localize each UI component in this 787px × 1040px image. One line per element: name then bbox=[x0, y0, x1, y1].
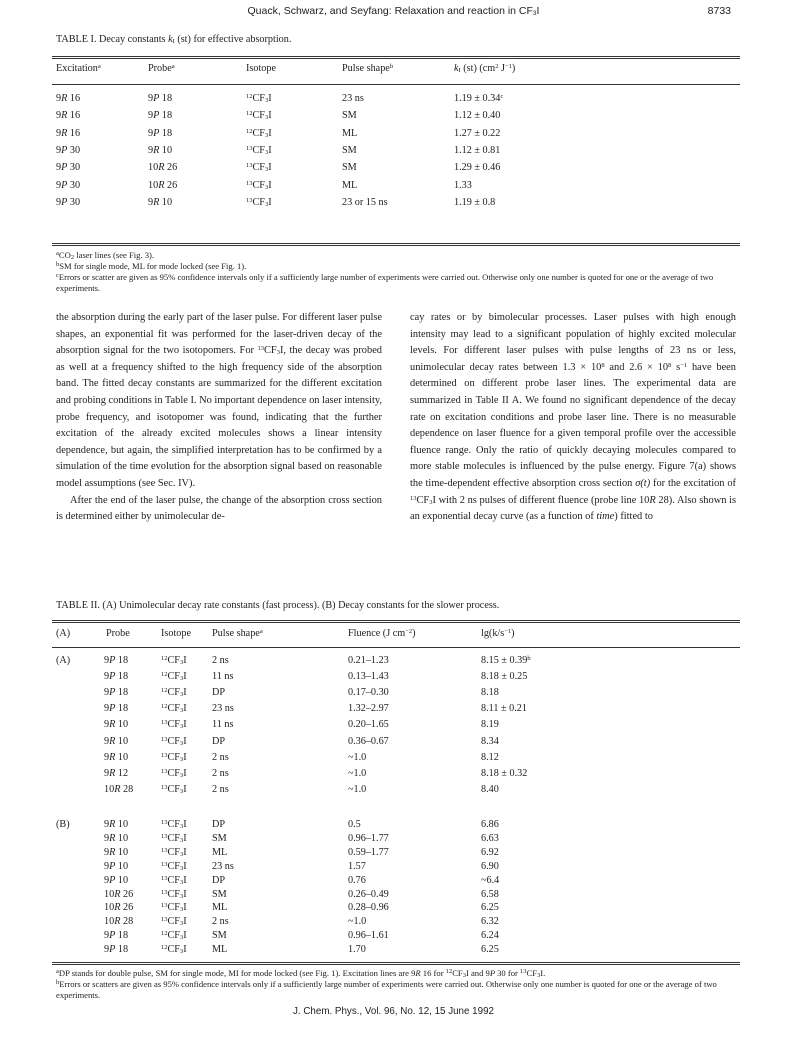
body-left-paragraph-1: the absorption during the early part of the laser pulse. For different laser pulse shapes, an exponential fit was performed for the laser-driven decay of the absorption signal for the two isotopomers. For $^{13}CF_3I$, the decay was probed as well at a frequency shifted to the high frequency side of the absorption band. The fitted decay constants are summarized for the different excitation and probing conditions in Table I. No important dependence on laser intensity, probe frequency, and isotopomer was found, indicating that the further excitation of the already excited molecules shows a linear intensity dependence, but again, the simplified interpretation has to be confirmed by a simulation of the time evolution for the absorption signal based on reasonable model assumptions (see Sec. IV). bbox=[56, 312, 383, 489]
table1-cell-pulse: ML bbox=[342, 179, 358, 191]
table1-footnotes bbox=[56, 250, 736, 294]
table2a-cell-lg: 8.15 ± 0.39$^b$ bbox=[481, 655, 531, 666]
table2b-cell-pulse: SM bbox=[212, 930, 227, 942]
table2a-cell-pulse: 11 ns bbox=[212, 719, 234, 731]
table1-cell-excitation: 9P 30 bbox=[56, 162, 81, 174]
table2b-cell-lg: 6.63 bbox=[481, 832, 499, 844]
table2a-cell-lg: 8.12 bbox=[481, 751, 499, 763]
table1-caption: TABLE I. Decay constants $k_I$ (st) for effective absorption. bbox=[56, 34, 292, 45]
table2b-cell-probe: 10R 26 bbox=[104, 888, 134, 900]
table2b-cell-fluence: 0.59–1.77 bbox=[348, 846, 389, 858]
table2a-cell-lg: 8.34 bbox=[481, 735, 499, 747]
table1-cell-k: 1.27 ± 0.22 bbox=[454, 127, 501, 139]
table1-cell-excitation: 9P 30 bbox=[56, 144, 81, 156]
table2b-cell-isotope: $^{12}CF_3I$ bbox=[161, 944, 187, 956]
table2b-cell-pulse: SM bbox=[212, 888, 227, 900]
table2b-cell-probe: 9P 10 bbox=[104, 860, 129, 872]
table2a-cell-probe: 9P 18 bbox=[104, 703, 129, 715]
table2a-cell-isotope: $^{12}CF_3I$ bbox=[161, 655, 187, 666]
page-number: 8733 bbox=[707, 5, 731, 17]
table2a-cell-fluence: ~1.0 bbox=[348, 767, 367, 779]
table1-footnote-c: $^c$Errors or scatter are given as 95% confidence intervals only if a sufficiently large number of experiments were carried out. Otherwise only one number is quoted for one or the average of two experiments. bbox=[56, 272, 714, 293]
table2a-cell-pulse: 11 ns bbox=[212, 671, 234, 683]
table2b-cell-fluence: 1.57 bbox=[348, 860, 366, 872]
table2a-cell-isotope: $^{13}CF_3I$ bbox=[161, 719, 187, 731]
table1-cell-pulse: 23 ns bbox=[342, 93, 364, 104]
table1-cell-probe: 9R 10 bbox=[148, 196, 173, 208]
table1-cell-excitation: 9R 16 bbox=[56, 93, 81, 104]
table2-top-rule bbox=[52, 620, 740, 623]
table2b-cell-isotope: $^{13}CF_3I$ bbox=[161, 860, 187, 872]
table2b-cell-fluence: 0.96–1.77 bbox=[348, 832, 389, 844]
table2a-cell-isotope: $^{12}CF_3I$ bbox=[161, 703, 187, 715]
table2a-cell-probe: 9R 10 bbox=[104, 719, 129, 731]
table2b-cell-fluence: 0.28–0.96 bbox=[348, 902, 389, 914]
table2b-cell-probe: 10R 26 bbox=[104, 902, 134, 914]
table2b-cell-fluence: 0.5 bbox=[348, 819, 361, 830]
table2b-cell-probe: 9R 10 bbox=[104, 819, 129, 830]
table2-header-probe: Probe bbox=[106, 628, 130, 639]
table2-footnote-b: $^b$Errors or scatters are given as 95% confidence intervals only if a sufficiently large number of experiments were carried out. Otherwise only one number is quoted for one or the average of two experiments. bbox=[56, 979, 717, 1000]
table2a-cell-pulse: 2 ns bbox=[212, 783, 229, 795]
table2a-cell-probe: 9P 18 bbox=[104, 655, 129, 666]
table1-cell-pulse: SM bbox=[342, 144, 357, 156]
table2a-cell-fluence: 0.36–0.67 bbox=[348, 735, 389, 747]
table2-caption: TABLE II. (A) Unimolecular decay rate constants (fast process). (B) Decay constants for the slower process. bbox=[56, 600, 500, 611]
table2a-cell-isotope: $^{12}CF_3I$ bbox=[161, 671, 187, 683]
table2a-cell-isotope: $^{13}CF_3I$ bbox=[161, 751, 187, 763]
table1-cell-isotope: $^{13}CF_3I$ bbox=[246, 179, 272, 191]
table2b-cell-pulse: ML bbox=[212, 846, 228, 858]
table1-cell-probe: 10R 26 bbox=[148, 162, 178, 174]
table1-cell-isotope: $^{13}CF_3I$ bbox=[246, 144, 272, 156]
table2a-cell-isotope: $^{12}CF_3I$ bbox=[161, 687, 187, 699]
table2a-cell-lg: 8.19 bbox=[481, 719, 499, 731]
table1-cell-isotope: $^{13}CF_3I$ bbox=[246, 162, 272, 174]
table2b-cell-fluence: 0.76 bbox=[348, 874, 366, 886]
table1-cell-k: 1.29 ± 0.46 bbox=[454, 162, 501, 174]
table2-header-section: (A) bbox=[56, 628, 71, 639]
table2b-cell-lg: 6.92 bbox=[481, 846, 499, 858]
table2a-cell-probe: 9P 18 bbox=[104, 671, 129, 683]
table2b-cell-fluence: ~1.0 bbox=[348, 916, 367, 928]
table1-header-probe: Probe$^a$ bbox=[148, 63, 175, 74]
table1-header-pulse-shape: Pulse shape$^b$ bbox=[342, 63, 394, 74]
table2b-cell-lg: 6.25 bbox=[481, 902, 499, 914]
table1-cell-probe: 9P 18 bbox=[148, 110, 173, 122]
body-left-paragraph-2: After the end of the laser pulse, the change of the absorption cross section is determined either by unimolecular de- bbox=[56, 494, 382, 523]
table2b-cell-isotope: $^{13}CF_3I$ bbox=[161, 888, 187, 900]
table1-cell-excitation: 9R 16 bbox=[56, 127, 81, 139]
table2a-cell-lg: 8.11 ± 0.21 bbox=[481, 703, 527, 715]
table2a-cell-fluence: 0.17–0.30 bbox=[348, 687, 389, 699]
table1-bottom-rule bbox=[52, 243, 740, 246]
table2b-cell-lg: ~6.4 bbox=[481, 874, 500, 886]
table2b-cell-isotope: $^{13}CF_3I$ bbox=[161, 819, 187, 830]
table2b-cell-lg: 6.32 bbox=[481, 916, 499, 928]
table1-cell-probe: 10R 26 bbox=[148, 179, 178, 191]
table2-section-b-label: (B) bbox=[56, 819, 70, 830]
journal-footer: J. Chem. Phys., Vol. 96, No. 12, 15 June 1992 bbox=[293, 1006, 494, 1017]
table2a-cell-pulse: 23 ns bbox=[212, 703, 234, 715]
body-right-paragraph: cay rates or by bimolecular processes. Laser pulses with high enough intensity may lead to a significant population of highly excited molecular levels. For different laser pulses with pulse lengths of 23 ns or less, unimolecular decay rates between $1.3 \times 10^8$ and $2.6 \times 10^8$ $s^{-1}$ have been determined on different probe laser lines. The experimental data are summarized in Table II A. We found no significant dependence of the decay rate on excitation conditions and probe laser line. There is no measurable dependence on laser fluence for a given temporal profile over the accessible fluence range. Only the ratio of quickly decaying molecules compared to more stable molecules is influenced by the pulse energy. Figure 7(a) shows the time-dependent effective absorption cross section σ(t) for the excitation of $^{13}CF_3I$ with 2 ns pulses of different fluence (probe line 10R 28). Also shown is an exponential decay curve (as a function of time) fitted to bbox=[410, 312, 736, 523]
table2a-cell-fluence: 0.21–1.23 bbox=[348, 655, 389, 666]
table1-header-isotope: Isotope bbox=[246, 63, 276, 74]
table2-bottom-rule bbox=[52, 962, 740, 965]
table1-cell-probe: 9P 18 bbox=[148, 127, 173, 139]
body-left-column bbox=[56, 310, 382, 526]
table2b-cell-pulse: 23 ns bbox=[212, 860, 234, 872]
table2b-cell-isotope: $^{13}CF_3I$ bbox=[161, 902, 187, 914]
running-title: Quack, Schwarz, and Seyfang: Relaxation and reaction in $CF_3I$ bbox=[247, 5, 540, 17]
table2b-cell-probe: 9R 10 bbox=[104, 832, 129, 844]
table1-cell-probe: 9R 10 bbox=[148, 144, 173, 156]
table2-section-a-label: (A) bbox=[56, 655, 71, 666]
table2b-cell-pulse: 2 ns bbox=[212, 916, 229, 928]
table1-cell-isotope: $^{12}CF_3I$ bbox=[246, 110, 272, 122]
table1-cell-pulse: SM bbox=[342, 162, 357, 174]
table1-cell-pulse: 23 or 15 ns bbox=[342, 196, 388, 208]
table2b-cell-isotope: $^{12}CF_3I$ bbox=[161, 930, 187, 942]
table2b-cell-probe: 10R 28 bbox=[104, 916, 134, 928]
table2-header-rule bbox=[52, 647, 740, 648]
table2b-cell-probe: 9R 10 bbox=[104, 846, 129, 858]
table2a-cell-pulse: DP bbox=[212, 687, 226, 699]
table2b-cell-isotope: $^{13}CF_3I$ bbox=[161, 846, 187, 858]
table2a-cell-isotope: $^{13}CF_3I$ bbox=[161, 767, 187, 779]
table2b-cell-lg: 6.25 bbox=[481, 944, 499, 956]
table2b-cell-isotope: $^{13}CF_3I$ bbox=[161, 916, 187, 928]
table2b-cell-probe: 9P 10 bbox=[104, 874, 129, 886]
table2b-cell-lg: 6.90 bbox=[481, 860, 499, 872]
table1-footnote-a: $^aCO_2$ laser lines (see Fig. 3). bbox=[56, 250, 155, 261]
table2a-cell-probe: 9P 18 bbox=[104, 687, 129, 699]
table2b-cell-probe: 9P 18 bbox=[104, 944, 129, 956]
table1-cell-isotope: $^{13}CF_3I$ bbox=[246, 196, 272, 208]
table2b-cell-fluence: 1.70 bbox=[348, 944, 366, 956]
table1-header-excitation: Excitation$^a$ bbox=[56, 63, 101, 74]
table1-cell-excitation: 9R 16 bbox=[56, 110, 81, 122]
table2b-cell-pulse: ML bbox=[212, 902, 228, 914]
table1-header-rule bbox=[52, 84, 740, 85]
table2a-cell-probe: 9R 12 bbox=[104, 767, 129, 779]
table1-cell-k: 1.19 ± 0.8 bbox=[454, 196, 496, 208]
table2b-cell-lg: 6.86 bbox=[481, 819, 499, 830]
table2b-cell-pulse: SM bbox=[212, 832, 227, 844]
table1-cell-probe: 9P 18 bbox=[148, 93, 173, 104]
table1-cell-k: 1.12 ± 0.40 bbox=[454, 110, 501, 122]
table2b-cell-isotope: $^{13}CF_3I$ bbox=[161, 832, 187, 844]
table2a-cell-isotope: $^{13}CF_3I$ bbox=[161, 783, 187, 795]
table2b-cell-fluence: 0.96–1.61 bbox=[348, 930, 389, 942]
table2a-cell-lg: 8.40 bbox=[481, 783, 499, 795]
table2b-cell-lg: 6.58 bbox=[481, 888, 499, 900]
table1-cell-excitation: 9P 30 bbox=[56, 179, 81, 191]
table2a-cell-lg: 8.18 ± 0.25 bbox=[481, 671, 528, 683]
table2a-cell-isotope: $^{13}CF_3I$ bbox=[161, 735, 187, 747]
table1-cell-pulse: SM bbox=[342, 110, 357, 122]
table2a-cell-pulse: 2 ns bbox=[212, 655, 229, 666]
table2a-cell-fluence: ~1.0 bbox=[348, 751, 367, 763]
table2a-cell-fluence: 0.13–1.43 bbox=[348, 671, 389, 683]
table1-footnote-b: $^b$SM for single mode, ML for mode locked (see Fig. 1). bbox=[56, 261, 247, 271]
table2a-cell-probe: 9R 10 bbox=[104, 751, 129, 763]
table2a-cell-fluence: ~1.0 bbox=[348, 783, 367, 795]
body-right-column bbox=[410, 310, 736, 526]
table2b-cell-lg: 6.24 bbox=[481, 930, 499, 942]
table2a-cell-fluence: 0.20–1.65 bbox=[348, 719, 389, 731]
table2a-cell-pulse: 2 ns bbox=[212, 767, 229, 779]
table2b-cell-isotope: $^{13}CF_3I$ bbox=[161, 874, 187, 886]
table2-footnotes bbox=[56, 968, 736, 1001]
table1-cell-pulse: ML bbox=[342, 127, 358, 139]
table1-top-rule bbox=[52, 56, 740, 59]
table2a-cell-lg: 8.18 bbox=[481, 687, 499, 699]
table2a-cell-probe: 9R 10 bbox=[104, 735, 129, 747]
table2-header-fluence: Fluence (J $cm^{-2}$) bbox=[348, 628, 416, 639]
table2b-cell-pulse: DP bbox=[212, 819, 226, 830]
table2b-cell-pulse: DP bbox=[212, 874, 226, 886]
table2a-cell-lg: 8.18 ± 0.32 bbox=[481, 767, 528, 779]
table2-header-lg: $\lg(k/s^{-1})$ bbox=[481, 628, 515, 639]
table1-header-k: $k_I$ (st) ($cm^2$ $J^{-1}$) bbox=[454, 63, 516, 74]
table2-header-pulse-shape: Pulse shape$^a$ bbox=[212, 628, 263, 639]
table2a-cell-fluence: 1.32–2.97 bbox=[348, 703, 389, 715]
table1-cell-isotope: $^{12}CF_3I$ bbox=[246, 127, 272, 139]
table1-cell-k: 1.33 bbox=[454, 179, 472, 191]
table2b-cell-fluence: 0.26–0.49 bbox=[348, 888, 389, 900]
table1-cell-excitation: 9P 30 bbox=[56, 196, 81, 208]
table1-cell-k: 1.19 ± 0.34$^c$ bbox=[454, 93, 504, 104]
table2b-cell-pulse: ML bbox=[212, 944, 228, 956]
table2a-cell-probe: 10R 28 bbox=[104, 783, 134, 795]
table2-footnote-a: $^a$DP stands for double pulse, SM for single mode, MI for mode locked (see Fig. 1). Excitation lines are 9R 16 for $^{12}CF_3I$ and 9P 30 for $^{13}CF_3I$. bbox=[56, 968, 546, 979]
table2b-cell-probe: 9P 18 bbox=[104, 930, 129, 942]
table1-cell-isotope: $^{12}CF_3I$ bbox=[246, 93, 272, 104]
table2a-cell-pulse: DP bbox=[212, 735, 226, 747]
running-header bbox=[0, 4, 787, 20]
table2a-cell-pulse: 2 ns bbox=[212, 751, 229, 763]
table2-header-isotope: Isotope bbox=[161, 628, 191, 639]
table1-cell-k: 1.12 ± 0.81 bbox=[454, 144, 501, 156]
